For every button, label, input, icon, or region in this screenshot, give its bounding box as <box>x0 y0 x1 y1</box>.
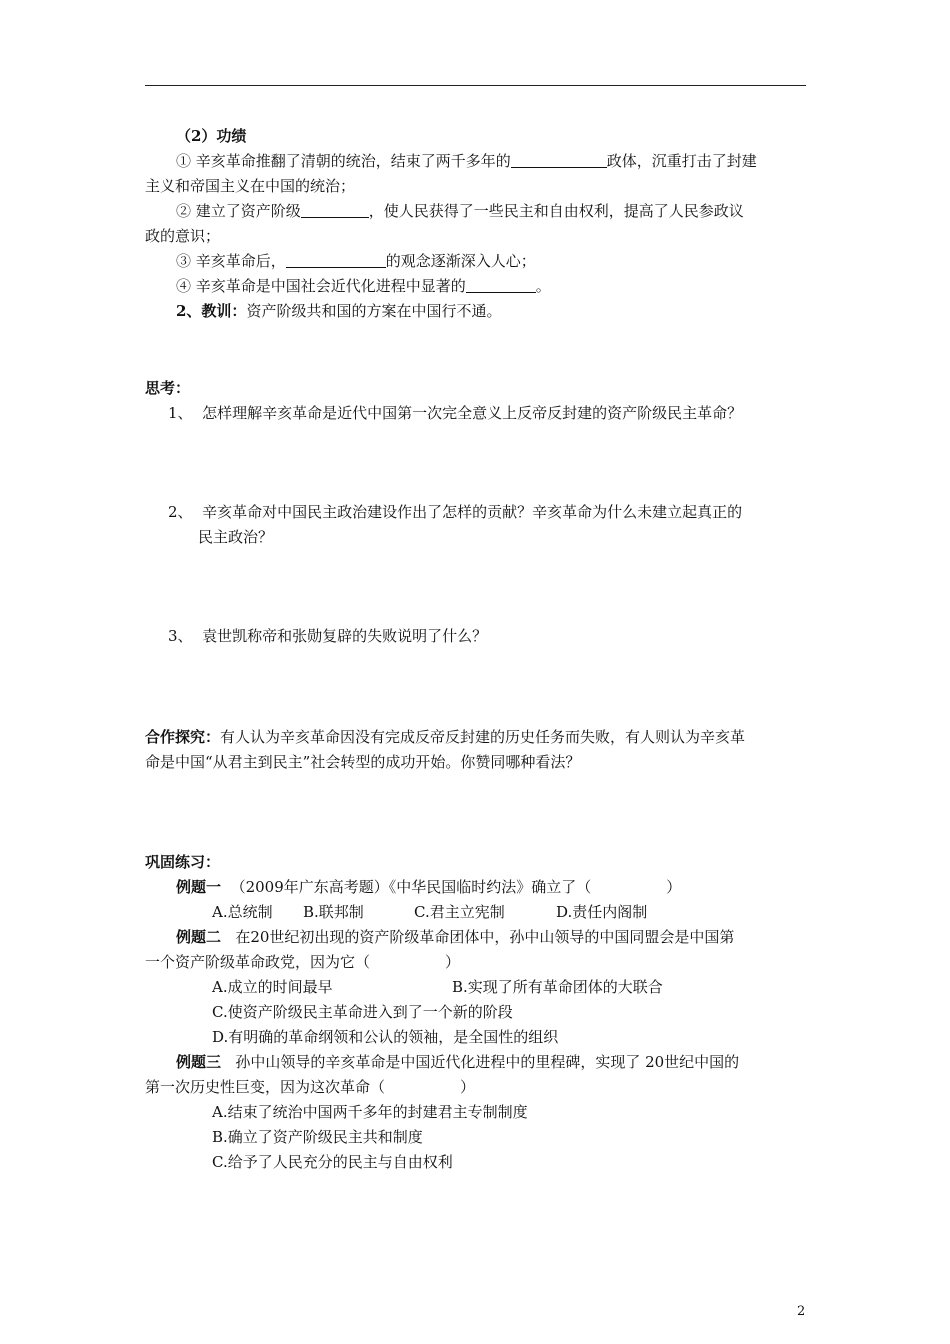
achievement-item-1-text-a: ① 辛亥革命推翻了清朝的统治，结束了两千多年的 <box>176 152 511 170</box>
example-3-stem-line-1 <box>176 1052 739 1072</box>
think-question-2-line-2: 民主政治？ <box>198 528 274 546</box>
achievement-item-3 <box>176 251 536 271</box>
example-1-label: 例题一 <box>176 878 222 896</box>
explore-line-1 <box>145 727 745 747</box>
achievements-heading: （2）功绩 <box>176 127 247 145</box>
example-1-stem <box>176 877 681 897</box>
example-1-option-a[interactable]: A.总统制 <box>212 903 273 921</box>
example-3-option-a[interactable]: A.结束了统治中国两千多年的封建君主专制制度 <box>212 1103 528 1121</box>
achievement-item-2-line-2: 政的意识； <box>145 227 221 245</box>
achievement-item-2-line-1 <box>176 201 744 221</box>
achievement-item-3-text-a: ③ 辛亥革命后， <box>176 252 286 270</box>
achievement-item-1-line-1 <box>176 151 757 171</box>
fill-blank-1[interactable] <box>511 153 607 168</box>
example-1-option-c[interactable]: C.君主立宪制 <box>414 903 505 921</box>
think-q3-number: 3、 <box>168 627 193 645</box>
header-rule <box>145 85 806 86</box>
think-question-2-line-1 <box>168 502 742 522</box>
explore-text-a: 有人认为辛亥革命因没有完成反帝反封建的历史任务而失败，有人则认为辛亥革 <box>220 728 746 746</box>
achievement-item-4-text-b: 。 <box>535 277 551 295</box>
example-2-option-b[interactable]: B.实现了所有革命团体的大联合 <box>452 978 663 996</box>
achievement-item-3-text-b: 的观念逐渐深入人心； <box>385 252 536 270</box>
fill-blank-2[interactable] <box>301 203 369 218</box>
example-3-label: 例题三 <box>176 1053 222 1071</box>
achievement-item-1-line-2: 主义和帝国主义在中国的统治； <box>145 177 356 195</box>
example-2-option-d[interactable]: D.有明确的革命纲领和公认的领袖，是全国性的组织 <box>212 1028 559 1046</box>
fill-blank-3[interactable] <box>286 253 386 268</box>
practice-heading: 巩固练习： <box>145 853 221 871</box>
example-2-label: 例题二 <box>176 928 222 946</box>
lesson-label: 2、教训： <box>176 302 247 320</box>
explore-label: 合作探究： <box>145 728 221 746</box>
example-1-option-d[interactable]: D.责任内阁制 <box>556 903 648 921</box>
explore-line-2: 命是中国“从君主到民主”社会转型的成功开始。你赞同哪种看法？ <box>145 753 581 771</box>
think-question-3 <box>168 626 487 646</box>
achievement-item-2-text-a: ② 建立了资产阶级 <box>176 202 301 220</box>
page-number: 2 <box>797 1304 806 1319</box>
achievement-item-4-text-a: ④ 辛亥革命是中国社会近代化进程中显著的 <box>176 277 466 295</box>
example-3-option-c[interactable]: C.给予了人民充分的民主与自由权利 <box>212 1153 453 1171</box>
think-q1-number: 1、 <box>168 404 193 422</box>
fill-blank-4[interactable] <box>466 278 536 293</box>
example-3-text-a: 孙中山领导的辛亥革命是中国近代化进程中的里程碑，实现了 20世纪中国的 <box>235 1053 740 1071</box>
example-2-option-c[interactable]: C.使资产阶级民主革命进入到了一个新的阶段 <box>212 1003 513 1021</box>
think-question-1 <box>168 403 742 423</box>
think-q3-text: 袁世凯称帝和张勋复辟的失败说明了什么？ <box>202 627 488 645</box>
example-2-text-a: 在20世纪初出现的资产阶级革命团体中，孙中山领导的中国同盟会是中国第 <box>235 928 735 946</box>
achievement-item-2-text-b: ，使人民获得了一些民主和自由权利，提高了人民参政议 <box>368 202 744 220</box>
achievement-item-4 <box>176 276 551 296</box>
example-3-option-b[interactable]: B.确立了资产阶级民主共和制度 <box>212 1128 423 1146</box>
think-q2-text-a: 辛亥革命对中国民主政治建设作出了怎样的贡献？辛亥革命为什么未建立起真正的 <box>202 503 743 521</box>
example-2-option-a[interactable]: A.成立的时间最早 <box>212 978 333 996</box>
example-2-stem-line-1 <box>176 927 734 947</box>
example-3-stem-line-2: 第一次历史性巨变，因为这次革命（ ） <box>145 1078 476 1096</box>
example-1-text: （2009年广东高考题）《中华民国临时约法》确立了（ ） <box>230 878 682 896</box>
achievement-item-1-text-b: 政体，沉重打击了封建 <box>606 152 757 170</box>
lesson-text: 资产阶级共和国的方案在中国行不通。 <box>246 302 502 320</box>
think-q1-text: 怎样理解辛亥革命是近代中国第一次完全意义上反帝反封建的资产阶级民主革命？ <box>202 404 743 422</box>
think-q2-number: 2、 <box>168 503 193 521</box>
example-1-option-b[interactable]: B.联邦制 <box>303 903 364 921</box>
lesson-line <box>176 301 501 321</box>
think-heading: 思考： <box>145 379 191 397</box>
example-2-stem-line-2: 一个资产阶级革命政党，因为它（ ） <box>145 953 461 971</box>
